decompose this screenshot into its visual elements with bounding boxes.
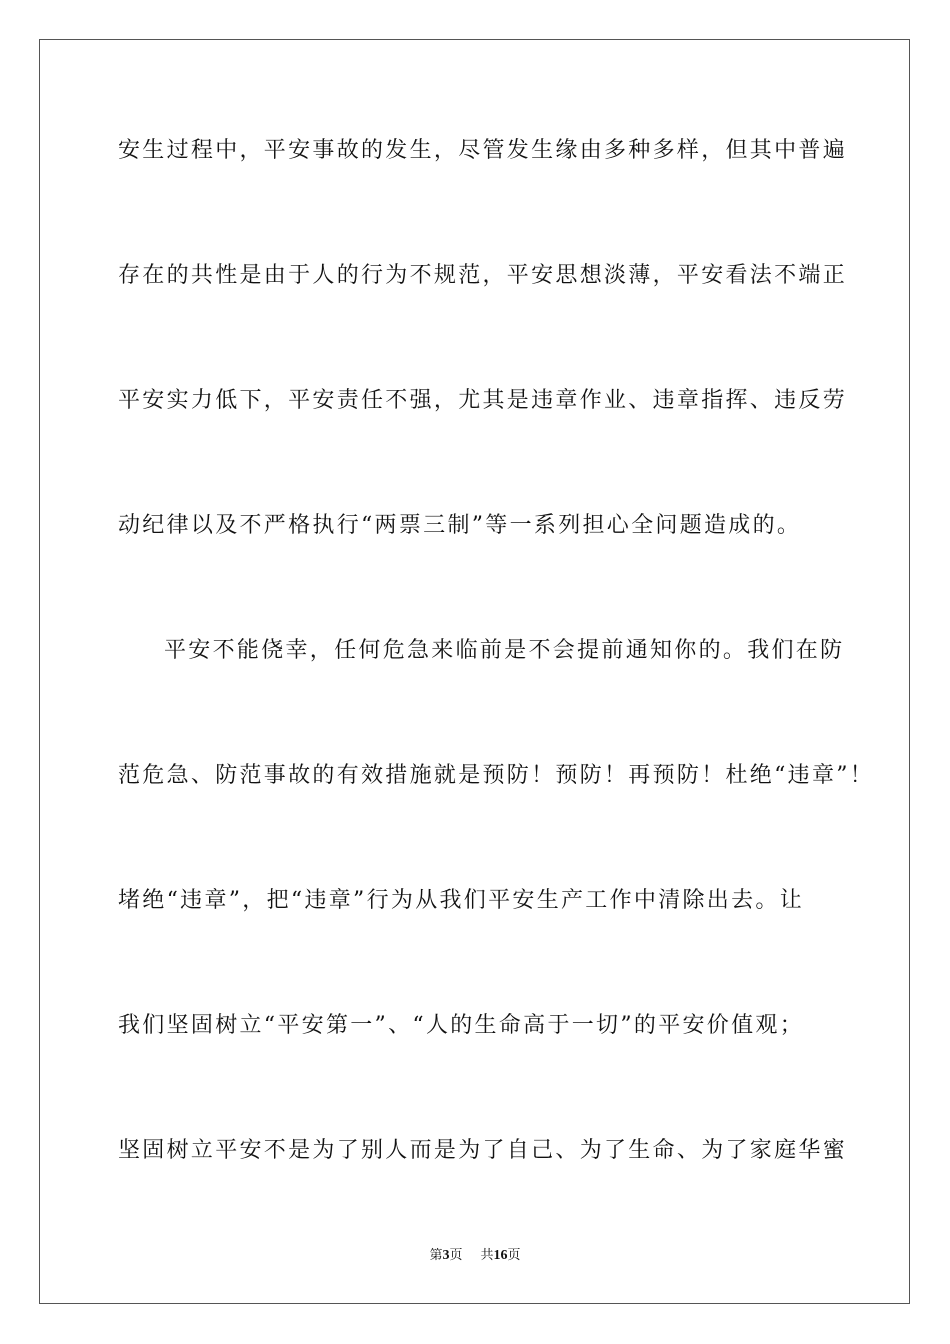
- paragraph-start-line: 平安不能侥幸，任何危急来临前是不会提前通知你的。我们在防: [164, 638, 845, 663]
- text-line: 存在的共性是由于人的行为不规范，平安思想淡薄，平安看法不端正: [118, 263, 848, 288]
- total-pages: 16: [493, 1248, 508, 1263]
- total-suffix: 页: [507, 1248, 521, 1263]
- page-number: 3: [442, 1248, 450, 1263]
- text-line: 动纪律以及不严格执行“两票三制”等一系列担心全问题造成的。: [118, 513, 802, 538]
- document-body: [118, 126, 875, 1249]
- text-line: 安生过程中，平安事故的发生，尽管发生缘由多种多样，但其中普遍: [118, 138, 848, 163]
- text-line: 范危急、防范事故的有效措施就是预防！预防！再预防！杜绝“违章”！: [118, 763, 875, 788]
- text-line: 堵绝“违章”，把“违章”行为从我们平安生产工作中清除出去。让: [118, 888, 804, 913]
- text-line: 我们坚固树立“平安第一”、“人的生命高于一切”的平安价值观；: [118, 1013, 804, 1038]
- text-line: 坚固树立平安不是为了别人而是为了自己、为了生命、为了家庭华蜜: [118, 1138, 848, 1163]
- total-prefix: 共: [480, 1248, 494, 1263]
- text-line: 平安实力低下，平安责任不强，尤其是违章作业、违章指挥、违反劳: [118, 388, 848, 413]
- page-suffix: 页: [449, 1248, 463, 1263]
- page-footer: [0, 1246, 950, 1266]
- page-prefix: 第: [429, 1248, 443, 1263]
